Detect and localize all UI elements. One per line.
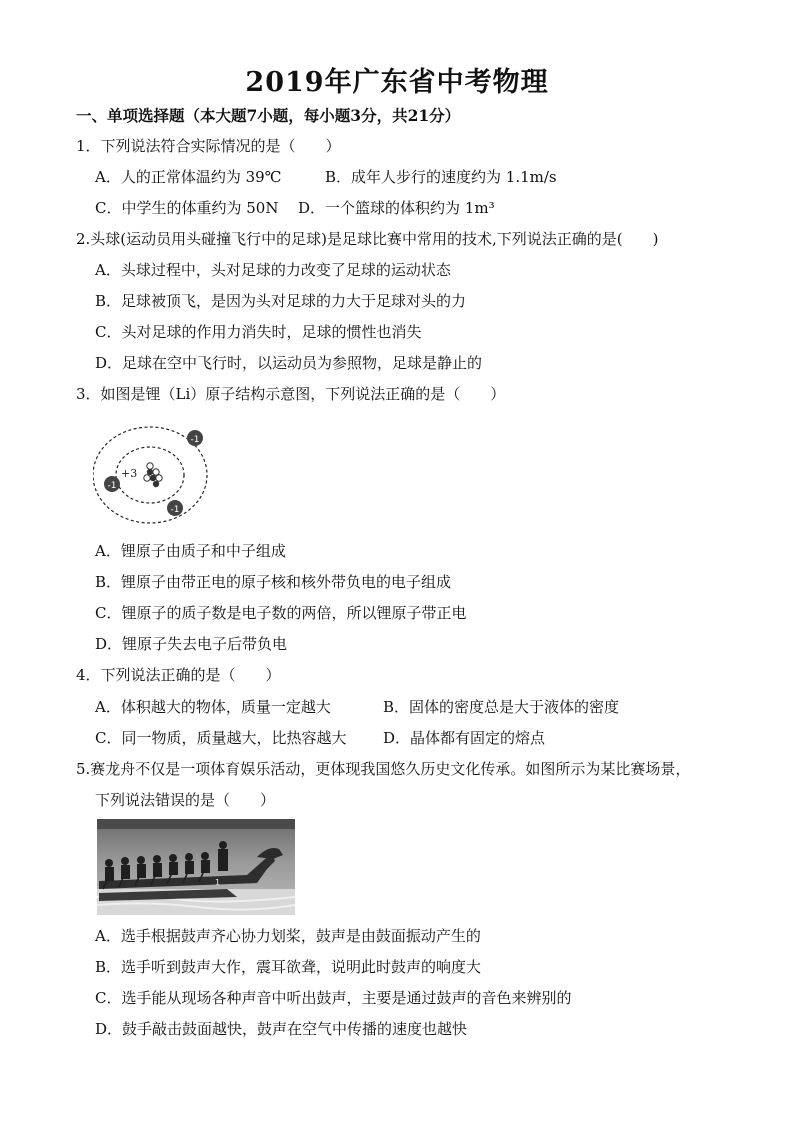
question-5-option-d: D．鼓手敲击鼓面越快，鼓声在空气中传播的速度也越快 — [95, 1020, 468, 1038]
nucleus — [144, 463, 162, 487]
question-4-option-d: D．晶体都有固定的熔点 — [383, 729, 546, 747]
question-1-option-a: A．人的正常体温约为 39℃ — [95, 168, 282, 186]
question-3-option-d: D．锂原子失去电子后带负电 — [95, 635, 288, 653]
question-1-stem: 1．下列说法符合实际情况的是（ ） — [76, 137, 341, 155]
electron-charge-label: -1 — [107, 481, 117, 491]
question-2-option-a: A．头球过程中，头对足球的力改变了足球的运动状态 — [95, 261, 451, 279]
question-4-option-c: C．同一物质，质量越大，比热容越大 — [95, 729, 347, 747]
question-2-stem: 2.头球(运动员用头碰撞飞行中的足球)是足球比赛中常用的技术,下列说法正确的是( ) — [76, 230, 659, 248]
question-5-option-c: C．选手能从现场各种声音中听出鼓声，主要是通过鼓声的音色来辨别的 — [95, 989, 572, 1007]
dragon-boat-photo — [97, 819, 295, 915]
electron-charge-label: -1 — [170, 505, 180, 515]
electron-left — [104, 476, 120, 492]
electron-charge-label: -1 — [190, 435, 200, 445]
question-3-stem: 3．如图是锂（Li）原子结构示意图，下列说法正确的是（ ） — [76, 385, 506, 403]
question-5-stem-line-1: 5.赛龙舟不仅是一项体育娱乐活动，更体现我国悠久历史文化传承。如图所示为某比赛场景， — [76, 760, 691, 778]
question-5-stem-line-2: 下列说法错误的是（ ） — [95, 791, 276, 809]
question-5-option-b: B．选手听到鼓声大作，震耳欲聋，说明此时鼓声的响度大 — [95, 958, 482, 976]
electron-top-right — [187, 430, 203, 446]
question-3-option-a: A．锂原子由质子和中子组成 — [95, 542, 286, 560]
question-1-option-d: D．一个篮球的体积约为 1m³ — [298, 199, 495, 217]
question-5-option-a: A．选手根据鼓声齐心协力划桨，鼓声是由鼓面振动产生的 — [95, 927, 481, 945]
question-3-option-b: B．锂原子由带正电的原子核和核外带负电的电子组成 — [95, 573, 452, 591]
question-2-option-d: D．足球在空中飞行时，以运动员为参照物，足球是静止的 — [95, 354, 483, 372]
question-3-option-c: C．锂原子的质子数是电子数的两倍，所以锂原子带正电 — [95, 604, 467, 622]
nucleus-charge-label: +3 — [121, 467, 138, 480]
lithium-atom-diagram — [93, 420, 213, 525]
question-2-option-c: C．头对足球的作用力消失时，足球的惯性也消失 — [95, 323, 422, 341]
question-4-option-a: A．体积越大的物体，质量一定越大 — [95, 698, 331, 716]
question-4-option-b: B．固体的密度总是大于液体的密度 — [383, 698, 620, 716]
question-1-option-b: B．成年人步行的速度约为 1.1m/s — [325, 168, 557, 186]
page-title: 2019年广东省中考物理 — [245, 67, 549, 98]
question-4-stem: 4．下列说法正确的是（ ） — [76, 666, 281, 684]
question-1-option-c: C．中学生的体重约为 50N — [95, 199, 279, 217]
electron-bottom — [167, 500, 183, 516]
section-heading: 一、单项选择题（本大题7小题，每小题3分，共21分） — [76, 106, 461, 125]
boat-number: 1 — [215, 878, 221, 887]
question-2-option-b: B．足球被顶飞，是因为头对足球的力大于足球对头的力 — [95, 292, 467, 310]
